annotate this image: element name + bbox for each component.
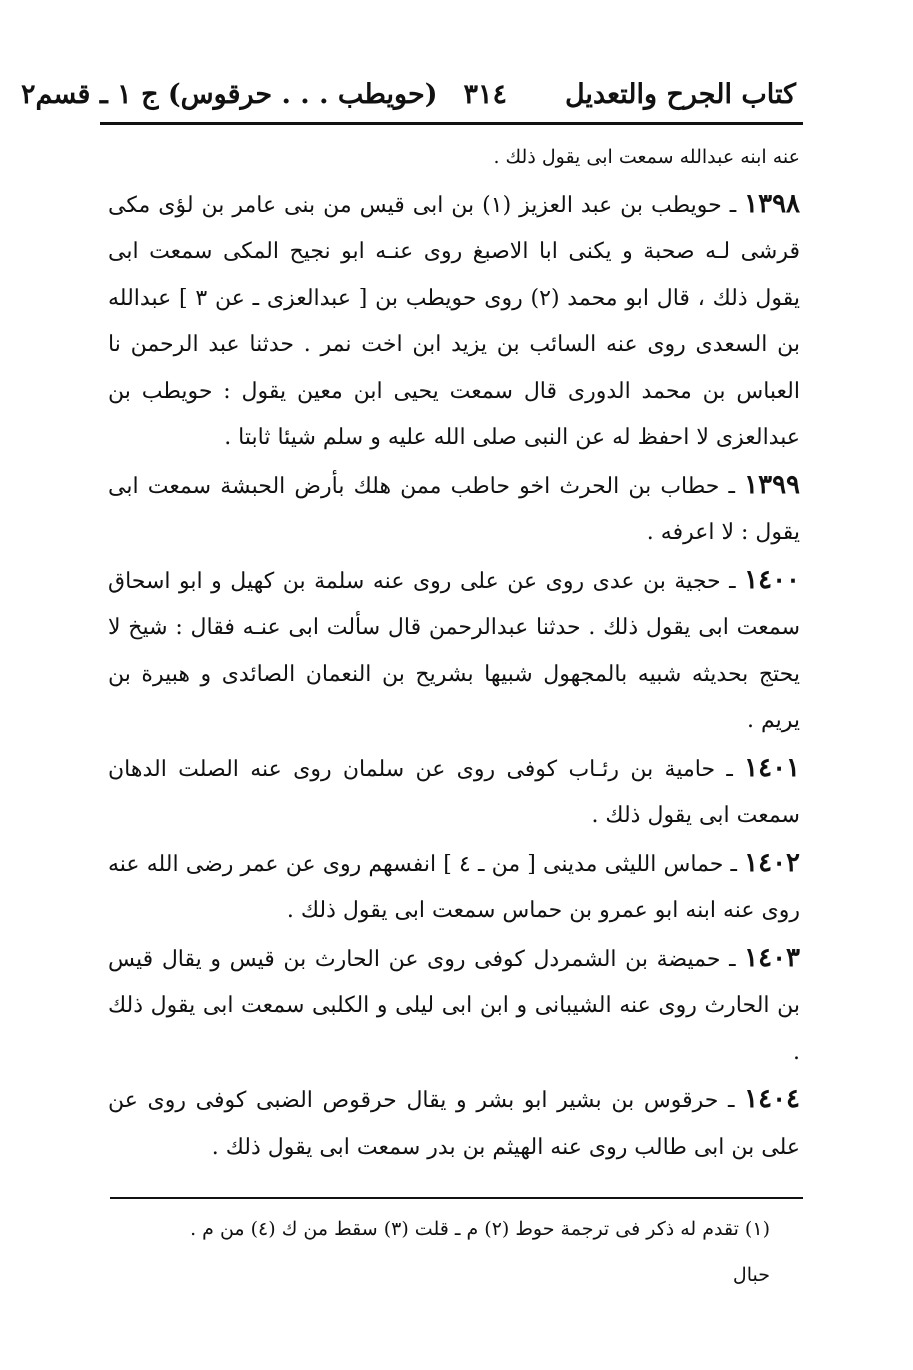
entry-number: ١٣٩٩ bbox=[744, 469, 800, 500]
footnotes bbox=[100, 1206, 770, 1298]
entry-text: ـ حويطب بن عبد العزيز (١) بن ابى قيس من بنى عامر بن لؤى مكى قرشى لـه صحبة و يكنى ابا الاصبغ روى عنـه ابو نجيح المكى سمعت ابى يقول ذلك ، قال ابو محمد (٢) روى حويطب بن [ عبدالعزى ـ عن ٣ ] عبدالله بن السعدى روى عنه السائب بن يزيد ابن اخت نمر . حدثنا عبد الرحمن نا العباس بن محمد الدورى قال سمعت يحيى ابن معين يقول : حويطب بن عبدالعزى لا احفظ له عن النبى صلى الله عليه و سلم شيئا ثابتا . bbox=[108, 192, 801, 450]
entry-text: ـ حجية بن عدى روى عن على روى عنه سلمة بن كهيل و ابو اسحاق سمعت ابى يقول ذلك . حدثنا عبدالرحمن قال سألت ابى عنـه فقال : شيخ لا يحتج بحديثه شبيه بالمجهول شبيها بشريح بن النعمان الصائدى و هبيرة بن يريم . bbox=[108, 568, 800, 733]
entry-number: ١٤٠٠ bbox=[744, 564, 800, 595]
continuation-text: عنه ابنه عبدالله سمعت ابى يقول ذلك . bbox=[493, 146, 800, 168]
entry-1400 bbox=[108, 557, 800, 745]
entry-number: ١٣٩٨ bbox=[744, 188, 800, 219]
running-header bbox=[20, 68, 796, 120]
entry-1402 bbox=[108, 840, 800, 935]
entry-text: ـ حماس الليثى مدينى [ من ـ ٤ ] انفسهم روى عن عمر رضى الله عنه روى عنه ابنه ابو عمرو بن حماس سمعت ابى يقول ذلك . bbox=[108, 851, 800, 923]
entry-text: ـ حميضة بن الشمردل كوفى روى عن الحارث بن قيس و يقال قيس بن الحارث روى عنه الشيبانى و ابن ابى ليلى و الكلبى سمعت ابى يقول ذلك . bbox=[108, 946, 800, 1065]
footnote-line: حبال bbox=[732, 1264, 770, 1286]
entry-number: ١٤٠٣ bbox=[744, 942, 800, 973]
page-body bbox=[108, 134, 800, 1171]
entry-number: ١٤٠٤ bbox=[744, 1084, 800, 1114]
header-rule bbox=[100, 122, 803, 125]
entry-number: ١٤٠١ bbox=[744, 752, 800, 783]
footnote-rule bbox=[110, 1197, 803, 1199]
running-range: (حويطب . . . حرقوس) ج ١ ـ قسم٢ bbox=[20, 78, 438, 110]
entry-number: ١٤٠٢ bbox=[744, 847, 800, 878]
footnote-line: (١) تقدم له ذكر فى ترجمة حوط (٢) م ـ قلت (٣) سقط من ك (٤) من م . bbox=[190, 1218, 770, 1240]
book-title: كتاب الجرح والتعديل bbox=[564, 78, 796, 110]
entry-1399 bbox=[108, 462, 800, 557]
entry-1404 bbox=[108, 1076, 800, 1171]
entry-text: ـ حطاب بن الحرث اخو حاطب ممن هلك بأرض الحبشة سمعت ابى يقول : لا اعرفه . bbox=[108, 473, 800, 545]
entry-1401 bbox=[108, 745, 800, 840]
entry-1398 bbox=[108, 181, 800, 462]
entry-1403 bbox=[108, 935, 800, 1077]
entry-text: ـ حرقوس بن بشير ابو بشر و يقال حرقوص الضبى كوفى روى عن على بن ابى طالب روى عنه الهيثم بن بدر سمعت ابى يقول ذلك . bbox=[108, 1088, 800, 1160]
page-number: ٣١٤ bbox=[463, 78, 507, 110]
entry-text: ـ حامية بن رئـاب كوفى روى عن سلمان روى عنه الصلت الدهان سمعت ابى يقول ذلك . bbox=[108, 756, 800, 828]
